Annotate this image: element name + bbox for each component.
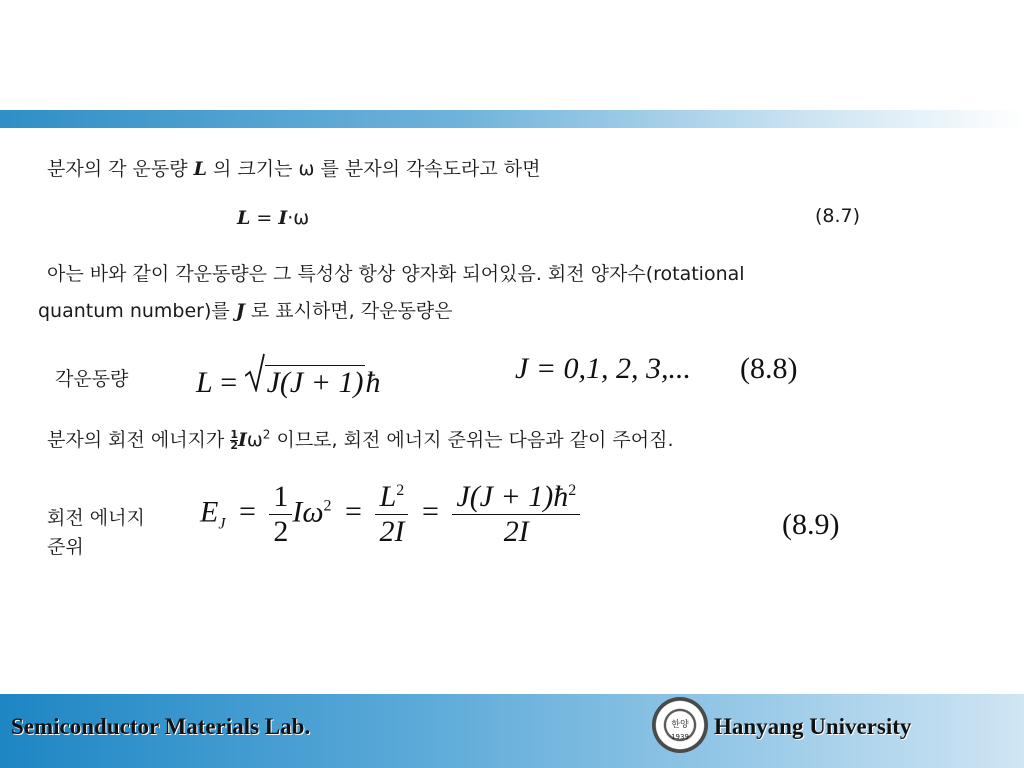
intro-text-end: 의 크기는 ω 를 분자의 각속도라고 하면 [213, 158, 541, 180]
energy-text-start: 분자의 회전 에너지가 [47, 429, 225, 451]
symbol-J: J [235, 300, 245, 322]
eq88-L: L [196, 366, 213, 399]
equation-8-9: $E_J$ = $\frac{1}{2}$ $I\omega^2$ = $\frac{L^2}{2I}$ = $\frac{J(J + 1)ħ^2}{2I}$ [200, 480, 580, 549]
half-numerator: 1 [230, 428, 238, 441]
half-fraction [230, 430, 238, 451]
equation-number-8-9: (8.9) [782, 508, 840, 541]
intro-text-start: 분자의 각 운동량 [47, 158, 188, 180]
eq87-equals: = [256, 207, 273, 229]
eq89-subscript-J: J [218, 515, 226, 533]
eq89-E: E [200, 495, 219, 529]
eq87-I: I [278, 207, 288, 229]
lab-name: Semiconductor Materials Lab. [11, 714, 311, 739]
f3-square: 2 [568, 482, 577, 499]
energy-square: 2 [262, 427, 271, 442]
equation-number-8-7: (8.7) [815, 205, 861, 227]
energy-I: I [237, 429, 247, 451]
sqrt-icon [245, 352, 265, 400]
eq88-radicand: J(J + 1) [266, 366, 364, 399]
eq87-omega: ·ω [287, 207, 310, 229]
f1-numerator: 1 [273, 480, 289, 513]
energy-text-end: 이므로, 회전 에너지 준위는 다음과 같이 주어짐. [276, 429, 674, 451]
seal-text: 한양 [671, 720, 689, 730]
eq87-lhs: L [237, 207, 251, 229]
energy-level-label-2: 준위 [47, 536, 84, 558]
f2-square: 2 [396, 482, 405, 499]
university-name: Hanyang University [714, 714, 912, 739]
equation-8-8-lhs [196, 352, 380, 400]
f3-denominator: 2I [452, 514, 580, 549]
seal-year: 1939 [671, 733, 689, 741]
fraction-one-half [269, 480, 292, 549]
eq88-equals: = [220, 366, 238, 399]
half-denominator: 2 [230, 439, 238, 452]
eq88-hbar: ħ [365, 366, 381, 399]
intro-line [47, 154, 540, 181]
quantization-text-end: 로 표시하면, 각운동량은 [250, 300, 453, 322]
f1-denominator: 2 [269, 514, 292, 549]
f2-numerator: L [379, 480, 397, 513]
fraction-L-squared [375, 480, 408, 549]
rotational-energy-line [47, 425, 674, 452]
eq89-I-omega: Iω [292, 495, 324, 529]
university-seal-icon [652, 697, 708, 753]
footer-band [0, 694, 1024, 768]
quantization-line-1: 아는 바와 같이 각운동량은 그 특성상 항상 양자화 되어있음. 회전 양자수(rotational [47, 263, 745, 285]
f3-numerator: J(J + 1)ħ [456, 480, 569, 513]
eq89-omega-square: 2 [323, 497, 332, 515]
fraction-J-hbar [452, 480, 580, 549]
angular-momentum-label: 각운동량 [55, 368, 129, 390]
f2-denominator: 2I [375, 514, 408, 549]
energy-omega: ω [246, 429, 263, 451]
equation-number-8-8: (8.8) [740, 352, 798, 385]
energy-level-label-1: 회전 에너지 [47, 507, 145, 529]
quantization-text-start: quantum number)를 [38, 300, 230, 322]
quantum-number-values: J = 0,1, 2, 3,... [515, 352, 692, 385]
symbol-L: L [193, 158, 207, 180]
quantization-line-2 [38, 296, 453, 323]
header-band [0, 110, 1024, 128]
equation-8-7 [237, 207, 309, 229]
